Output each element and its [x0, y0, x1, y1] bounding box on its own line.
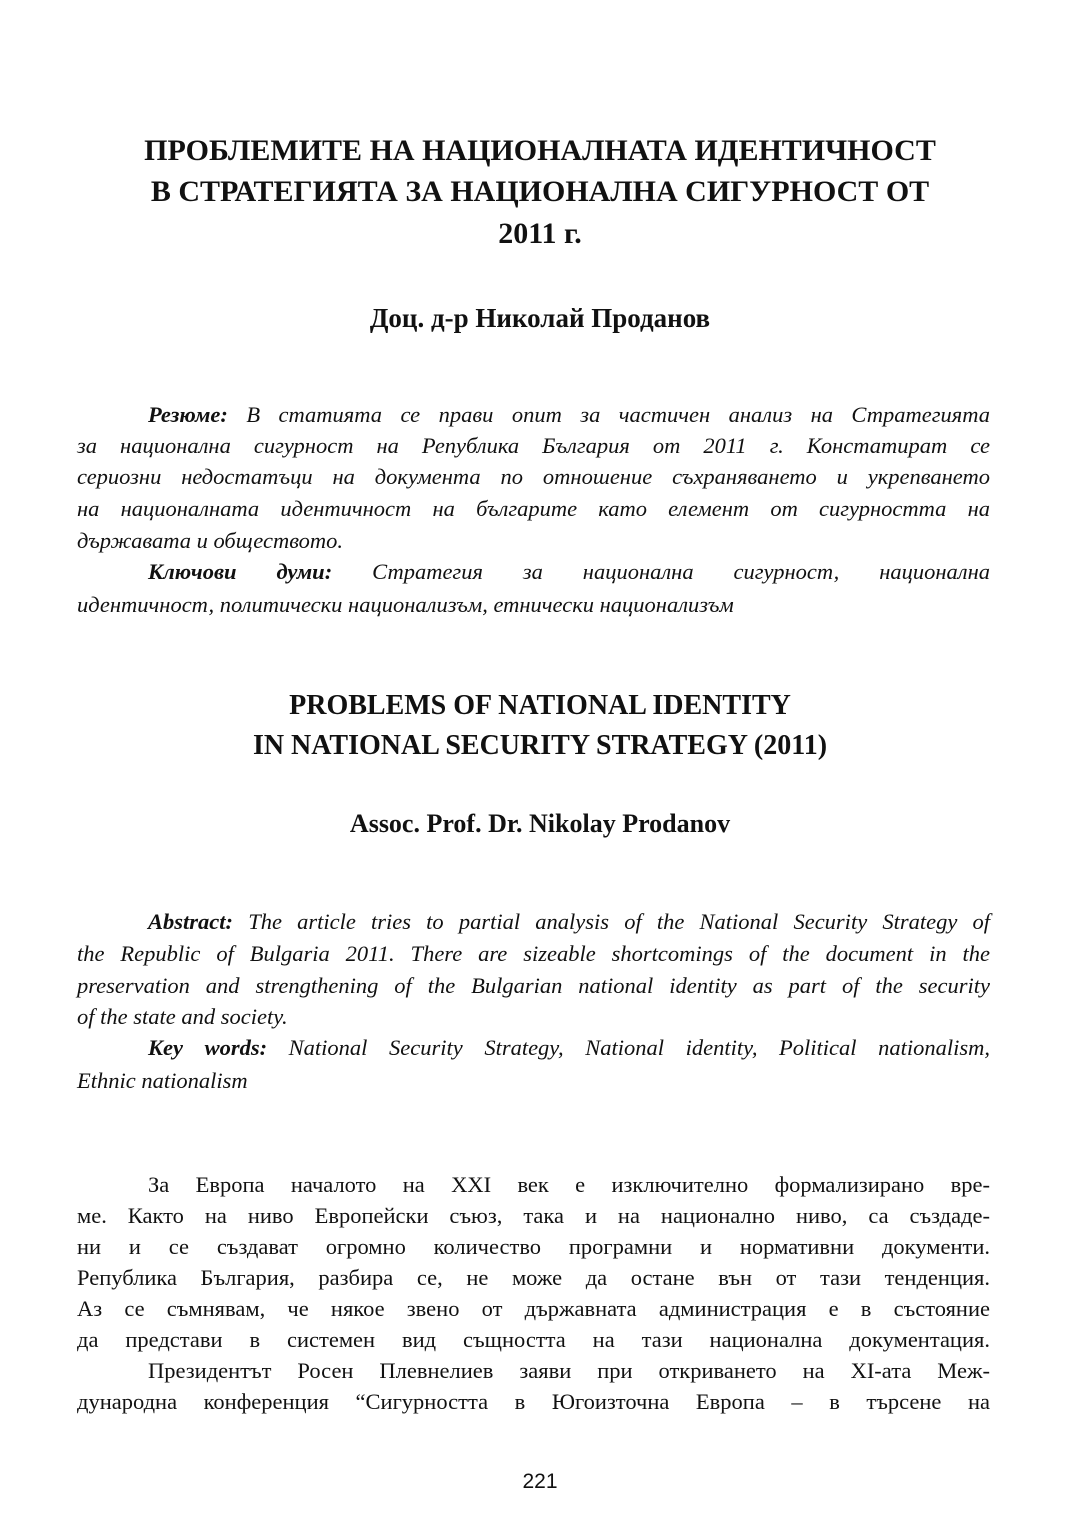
body-line: Република България, разбира се, не може да остане вън от тази тенденция.: [77, 1265, 990, 1290]
bg-keywords-label: Ключови думи:: [148, 559, 333, 584]
bg-keywords-line: идентичност, политически национализъм, етнически национализъм: [77, 592, 734, 617]
en-abstract-line: the Republic of Bulgaria 2011. There are sizeable shortcomings of the document in the: [77, 941, 990, 966]
title-en-line-2: IN NATIONAL SECURITY STRATEGY (2011): [252, 730, 828, 761]
bg-abstract-label: Резюме:: [148, 402, 228, 427]
bg-abstract-line: сериозни недостатъци на документа по отношение съхраняването и укрепването: [77, 464, 990, 489]
body-line: да представи в системен вид същността на тази национална документация.: [77, 1327, 990, 1352]
bg-abstract-line: на националната идентичност на българите като елемент от сигурността на: [77, 496, 990, 521]
en-keywords-line: Ethnic nationalism: [77, 1068, 248, 1093]
en-keywords-line: [77, 1034, 990, 1062]
bg-abstract-line: за национална сигурност на Република България от 2011 г. Констатират се: [77, 433, 990, 458]
body-line: ме. Както на ниво Европейски съюз, така и на национално ниво, са създаде-: [77, 1203, 990, 1228]
en-keywords-label: Key words:: [148, 1035, 268, 1060]
bg-keywords-line: [77, 558, 990, 586]
en-abstract-line: preservation and strengthening of the Bulgarian national identity as part of the security: [77, 973, 990, 998]
en-abstract-text: The article tries to partial analysis of the National Security Strategy of: [248, 909, 990, 934]
title-bg-line-2: В СТРАТЕГИЯТА ЗА НАЦИОНАЛНА СИГУРНОСТ ОТ: [150, 175, 930, 208]
author-en: Assoc. Prof. Dr. Nikolay Prodanov: [349, 809, 731, 838]
en-abstract-line: of the state and society.: [77, 1004, 288, 1029]
en-abstract-line: [77, 908, 990, 936]
body-line: Аз се съмнявам, че някое звено от държавната администрация е в състояние: [77, 1296, 990, 1321]
page-number: 221: [522, 1470, 558, 1493]
body-line: дународна конференция “Сигурността в Югоизточна Европа – в търсене на: [77, 1389, 990, 1414]
en-abstract-label: Abstract:: [148, 909, 234, 934]
body-line: За Европа началото на XXI век е изключително формализирано вре-: [148, 1172, 990, 1197]
title-en-line-1: PROBLEMS OF NATIONAL IDENTITY: [289, 690, 791, 721]
body-line: ни и се създават огромно количество програмни и нормативни документи.: [77, 1234, 990, 1259]
title-bg-line-1: ПРОБЛЕМИТЕ НА НАЦИОНАЛНАТА ИДЕНТИЧНОСТ: [144, 134, 936, 167]
body-line: Президентът Росен Плевнелиев заяви при откриването на XI-ата Меж-: [148, 1358, 990, 1383]
en-keywords-text: National Security Strategy, National identity, Political nationalism,: [288, 1035, 991, 1060]
bg-keywords-text: Стратегия за национална сигурност, национална: [372, 559, 990, 584]
bg-abstract-line: държавата и обществото.: [77, 528, 344, 553]
title-bg-line-3: 2011 г.: [498, 217, 582, 250]
author-bg: Доц. д-р Николай Проданов: [369, 303, 711, 333]
bg-abstract-text: В статията се прави опит за частичен анализ на Стратегията: [246, 402, 991, 427]
bg-abstract-line: [77, 401, 990, 429]
